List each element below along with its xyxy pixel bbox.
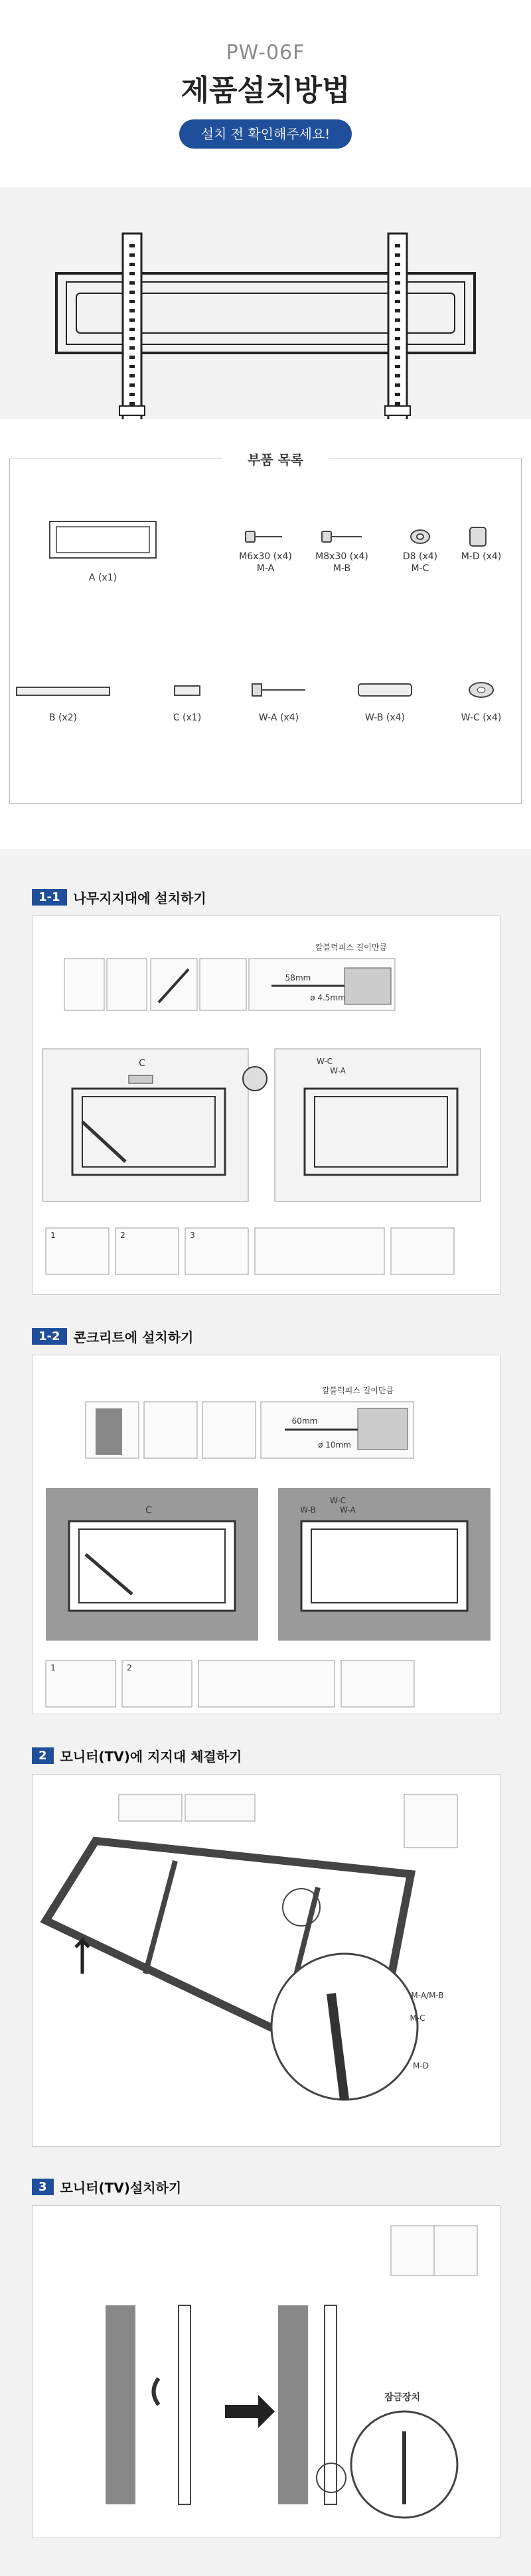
step-2-card [32, 1774, 500, 2147]
step-1-1-heading [32, 888, 206, 907]
part-label-wb: W-B (x4) [365, 712, 405, 723]
step-title: 모니터(TV)설치하기 [60, 2180, 182, 2196]
part-label-wc: W-C (x4) [461, 712, 502, 723]
parts-illustrations [10, 458, 521, 803]
header [0, 0, 531, 186]
sub-step-num: 2 [120, 1231, 125, 1240]
step-3-card [32, 2205, 500, 2538]
label-wa: W-A [340, 1505, 356, 1515]
wall-mount-bracket-illustration [0, 187, 531, 419]
part-sub-mc: M-C [411, 563, 429, 574]
part-label-c: C (x1) [173, 712, 202, 723]
part-label-m6x30: M6x30 (x4) [239, 551, 292, 562]
part-label-md: M-D (x4) [461, 551, 502, 562]
part-label-a: A (x1) [88, 573, 117, 583]
step-title: 나무지지대에 설치하기 [73, 890, 206, 906]
step-badge: 1-1 [32, 889, 67, 906]
part-label-m8x30: M8x30 (x4) [315, 551, 368, 562]
step-3-heading [32, 2177, 181, 2197]
step-1-1-card [32, 915, 500, 1295]
step-2-heading [32, 1746, 242, 1765]
wood-install-diagram [33, 916, 500, 1294]
lock-label: 잠금장치 [384, 2392, 421, 2403]
sub-step-num: 3 [190, 1231, 195, 1240]
label-wb: W-B [300, 1505, 316, 1515]
sub-step-num: 1 [50, 1231, 56, 1240]
part-label-d8: D8 (x4) [402, 551, 438, 562]
dim-diameter: ø 10mm [318, 1440, 351, 1450]
label-ma-mb: M-A/M-B [411, 1991, 444, 2000]
drill-note: 칼블럭피스 길이만큼 [321, 1386, 394, 1395]
parts-list-title: 부품 목록 [222, 449, 329, 468]
model-name: PW-06F [226, 41, 305, 64]
step-badge: 3 [32, 2179, 54, 2195]
part-label-wa: W-A (x4) [258, 712, 299, 723]
step-1-2-heading [32, 1327, 193, 1346]
mount-tv-diagram [33, 2206, 500, 2538]
drill-note: 칼블럭피스 길이만큼 [315, 943, 388, 952]
step-badge: 2 [32, 1747, 54, 1764]
sub-step-num: 2 [127, 1663, 132, 1672]
step-title: 콘크리트에 설치하기 [73, 1329, 194, 1345]
concrete-install-diagram [33, 1355, 500, 1714]
dim-depth: 60mm [291, 1416, 318, 1426]
part-sub-ma: M-A [256, 563, 275, 574]
label-md: M-D [413, 2061, 429, 2070]
attach-bracket-diagram [33, 1775, 500, 2146]
part-label-b: B (x2) [48, 712, 78, 723]
label-wc: W-C [329, 1496, 346, 1505]
part-sub-mb: M-B [333, 563, 351, 574]
step-badge: 1-2 [32, 1328, 67, 1345]
step-1-2-card [32, 1355, 500, 1714]
label-wc: W-C [316, 1057, 333, 1066]
parts-list-panel [9, 452, 522, 804]
product-panel [0, 187, 531, 419]
dim-diameter: ø 4.5mm [310, 993, 346, 1002]
label-wa: W-A [330, 1066, 346, 1075]
notice-badge: 설치 전 확인해주세요! [179, 119, 352, 149]
page-title: 제품설치방법 [181, 74, 350, 107]
label-mc: M-C [410, 2013, 425, 2023]
label-c: C [139, 1058, 145, 1069]
dim-depth: 58mm [285, 973, 311, 983]
label-c: C [145, 1505, 152, 1516]
sub-step-num: 1 [50, 1663, 56, 1672]
step-title: 모니터(TV)에 지지대 체결하기 [60, 1749, 242, 1765]
